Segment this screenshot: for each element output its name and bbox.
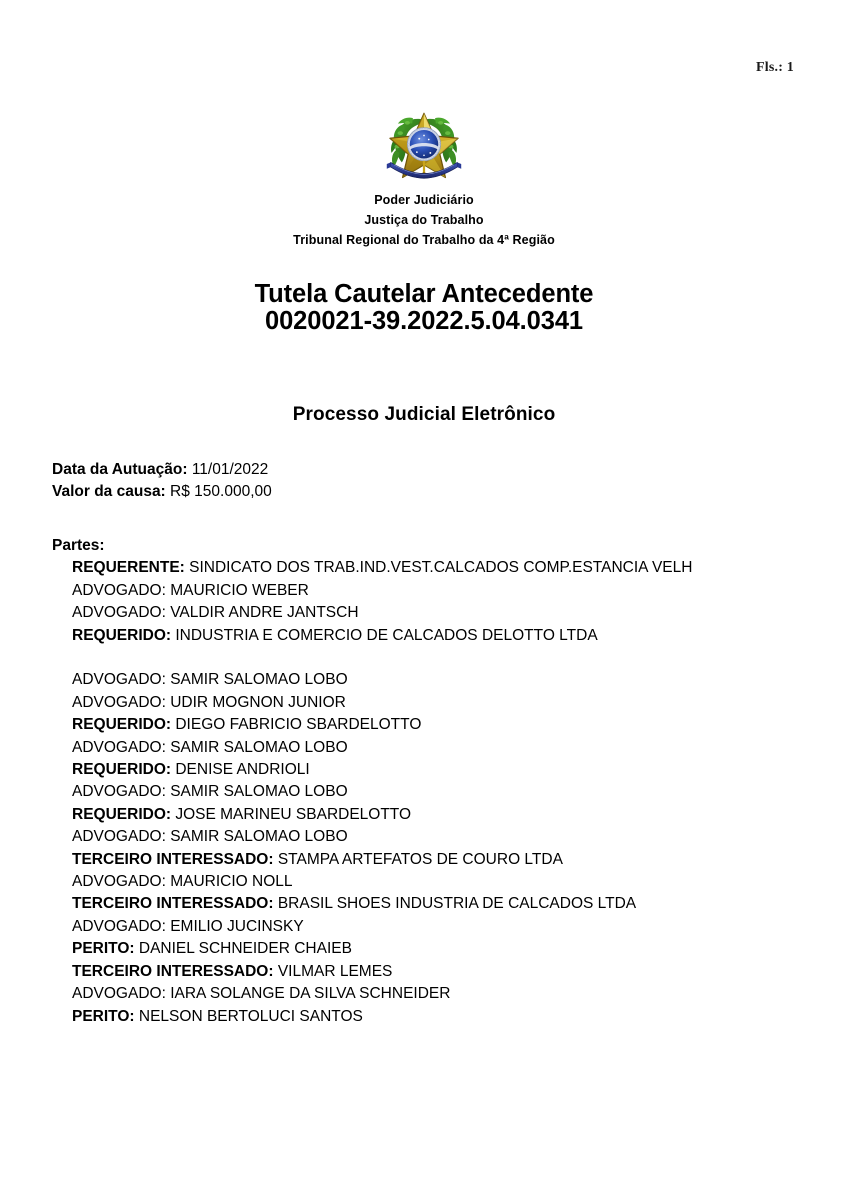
metadata-value: R$ 150.000,00 xyxy=(170,483,272,500)
party-name: UDIR MOGNON JUNIOR xyxy=(165,693,346,711)
court-header-line-3: Tribunal Regional do Trabalho da 4ª Região xyxy=(293,233,555,247)
parties-section xyxy=(52,535,812,1028)
document-subtitle: Processo Judicial Eletrônico xyxy=(292,404,556,425)
party-row xyxy=(72,759,812,781)
party-row xyxy=(72,871,812,893)
metadata-label: Data da Autuação: xyxy=(52,461,188,478)
party-name: DIEGO FABRICIO SBARDELOTTO xyxy=(171,716,422,734)
party-row xyxy=(72,737,812,759)
party-row xyxy=(72,804,812,826)
party-role-label: ADVOGADO: xyxy=(72,783,166,801)
party-role-label: TERCEIRO INTERESSADO: xyxy=(72,895,274,913)
party-role-label: ADVOGADO: xyxy=(72,917,166,935)
party-name: SINDICATO DOS TRAB.IND.VEST.CALCADOS COMP.ESTANCIA VELH xyxy=(184,559,693,577)
party-name: EMILIO JUCINSKY xyxy=(165,917,304,935)
party-name: INDUSTRIA E COMERCIO DE CALCADOS DELOTTO LTDA xyxy=(171,626,598,644)
party-role-label: ADVOGADO: xyxy=(72,671,166,689)
party-row xyxy=(72,781,812,803)
party-role-label: ADVOGADO: xyxy=(72,738,166,756)
party-name: VALDIR ANDRE JANTSCH xyxy=(165,604,359,622)
party-role-label: TERCEIRO INTERESSADO: xyxy=(72,850,274,868)
case-number: 0020021-39.2022.5.04.0341 xyxy=(265,307,583,335)
folio-page-number: Fls.: 1 xyxy=(756,60,794,75)
party-row xyxy=(72,893,812,915)
party-role-label: ADVOGADO: xyxy=(72,604,166,622)
party-role-label: ADVOGADO: xyxy=(72,693,166,711)
party-name: SAMIR SALOMAO LOBO xyxy=(165,738,348,756)
party-role-label: REQUERENTE: xyxy=(72,559,185,577)
party-row xyxy=(72,692,812,714)
party-row xyxy=(72,916,812,938)
document-title xyxy=(0,281,848,335)
party-role-label: ADVOGADO: xyxy=(72,581,166,599)
metadata-value: 11/01/2022 xyxy=(191,461,269,478)
party-name: IARA SOLANGE DA SILVA SCHNEIDER xyxy=(165,985,451,1003)
party-row xyxy=(72,557,812,579)
court-header xyxy=(0,190,848,250)
case-metadata xyxy=(52,459,796,503)
party-row xyxy=(72,625,812,647)
party-name: BRASIL SHOES INDUSTRIA DE CALCADOS LTDA xyxy=(273,895,637,913)
party-row xyxy=(72,580,812,602)
party-role-label: TERCEIRO INTERESSADO: xyxy=(72,962,274,980)
party-row xyxy=(72,849,812,871)
party-role-label: PERITO: xyxy=(72,940,135,958)
party-role-label: REQUERIDO: xyxy=(72,626,172,644)
party-row xyxy=(72,983,812,1005)
metadata-row-filing-date xyxy=(52,459,796,481)
party-name: DENISE ANDRIOLI xyxy=(171,761,310,779)
party-role-label: REQUERIDO: xyxy=(72,761,172,779)
court-header-line-1: Poder Judiciário xyxy=(374,193,474,207)
party-name: SAMIR SALOMAO LOBO xyxy=(165,783,348,801)
party-row xyxy=(72,669,812,691)
party-row xyxy=(72,602,812,624)
party-row xyxy=(72,826,812,848)
party-name: MAURICIO NOLL xyxy=(165,873,293,891)
party-name: NELSON BERTOLUCI SANTOS xyxy=(134,1007,363,1025)
case-type-title: Tutela Cautelar Antecedente xyxy=(254,280,594,308)
party-row-spacer xyxy=(72,647,812,669)
party-row xyxy=(72,714,812,736)
party-row xyxy=(72,961,812,983)
party-role-label: REQUERIDO: xyxy=(72,716,172,734)
party-name: MAURICIO WEBER xyxy=(165,581,309,599)
parties-heading: Partes: xyxy=(52,537,105,554)
party-role-label: ADVOGADO: xyxy=(72,985,166,1003)
party-name: SAMIR SALOMAO LOBO xyxy=(165,671,348,689)
parties-list xyxy=(72,557,812,1028)
party-name: STAMPA ARTEFATOS DE COURO LTDA xyxy=(273,850,563,868)
brazil-coat-of-arms-icon xyxy=(384,107,464,183)
party-name: JOSE MARINEU SBARDELOTTO xyxy=(171,805,412,823)
party-name: VILMAR LEMES xyxy=(273,962,393,980)
party-name: DANIEL SCHNEIDER CHAIEB xyxy=(134,940,352,958)
party-role-label: PERITO: xyxy=(72,1007,135,1025)
party-role-label: ADVOGADO: xyxy=(72,828,166,846)
metadata-row-case-value xyxy=(52,481,796,503)
emblem-container xyxy=(0,107,848,183)
party-row xyxy=(72,938,812,960)
party-role-label: ADVOGADO: xyxy=(72,873,166,891)
court-header-line-2: Justiça do Trabalho xyxy=(364,213,484,227)
metadata-label: Valor da causa: xyxy=(52,483,166,500)
party-role-label: REQUERIDO: xyxy=(72,805,172,823)
party-name: SAMIR SALOMAO LOBO xyxy=(165,828,348,846)
party-row xyxy=(72,1006,812,1028)
